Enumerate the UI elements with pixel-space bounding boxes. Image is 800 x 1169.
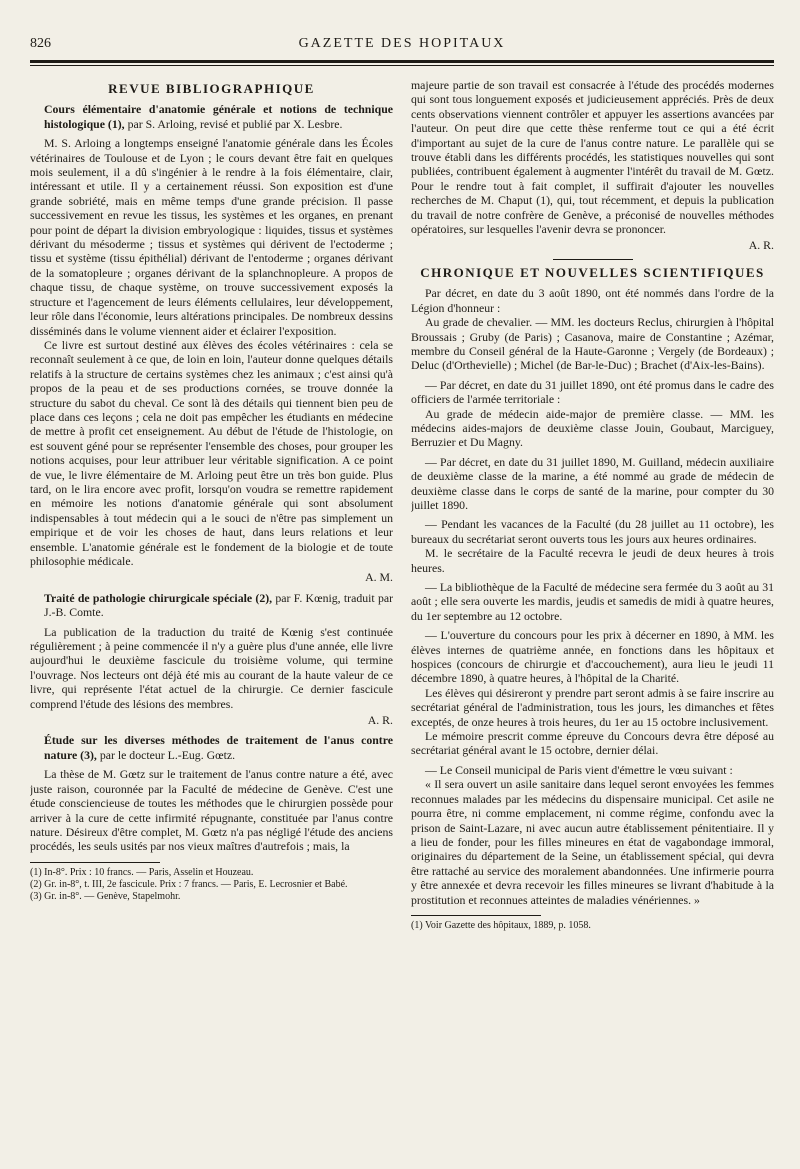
chronique-paragraph: Le mémoire prescrit comme épreuve du Concours devra être déposé au secrétariat général avant le 15 octobre, dernier délai.: [411, 729, 774, 758]
review3-signature: A. R.: [748, 238, 774, 253]
review1-signature: A. M.: [365, 570, 393, 585]
footnote-rule: [411, 915, 541, 916]
running-head: [30, 36, 774, 58]
review3-title: Étude sur les diverses méthodes de traitement de l'anus contre nature (3),: [44, 733, 393, 762]
left-column: [30, 78, 393, 932]
chronique-paragraph: — L'ouverture du concours pour les prix à décerner en 1890, à MM. les élèves internes de quatrième année, en fonctions dans les hôpitaux et hospices (concours de chirurgie et d'accouchement), aura lieu le jeudi 11 décembre 1890, à quatre heures, à l'hôpital de la Charité.: [411, 628, 774, 686]
review2-byline: par F. Kœnig, traduit par J.-B. Comte.: [44, 590, 393, 620]
header-rule-thin: [30, 65, 774, 66]
review3-paragraph-1: La thèse de M. Gœtz sur le traitement de l'anus contre nature a été, avec juste raison, couronnée par la Faculté de médecine de Genève. C'est une étude consciencieuse de toutes les méthodes que le chirurgien possède pour arriver à la cure de cette infirmité répugnante, constituée par l'anus contre nature. Désireux d'être complet, M. Gœtz n'a pas négligé l'étude des anciens procédés, les seuls usités par nos vieux maîtres d'autrefois ; mais, la: [30, 767, 393, 854]
review3-continuation: majeure partie de son travail est consacrée à l'étude des procédés modernes qui sont tous longuement exposés et judicieusement appréciés. Près de deux cents observations viennent contrôler et appuyer les assertions avancées par l'auteur. On peut dire que cette thèse renferme tout ce qui a été écrit d'important au sujet de la cure de l'anus contre nature. Le parallèle qui se trouve établi dans les différents procédés, les statistiques nouvelles qui sont publiées, contribuent également à augmenter l'intérêt du travail de M. Gœtz. Pour le rendre tout à fait complet, il suffirait d'ajouter les nouvelles recherches de M. Chaput (1), qui, tout récemment, et depuis la publication du travail de notre confrère de Genève, a préconisé de nouvelles méthodes opératoires, sur lesquelles l'avenir devra se prononcer.: [411, 78, 774, 237]
page-number: 826: [30, 36, 51, 51]
chronique-paragraph: « Il sera ouvert un asile sanitaire dans lequel seront envoyées les femmes reconnues malades par les médecins du dispensaire municipal. Cet asile ne pourra être, ni comme emplacement, ni comme régime, confondu avec la prison de Saint-Lazare, ni avec aucun autre établissement pénitentiaire. Il y a lieu de fonder, pour les filles mineures en état de vagabondage immoral, originaires du département de la Seine, un établissement spécial, qui devra être rattaché au service des moralement abandonnées. Une infirmerie pourra y être annexée et devra recevoir les filles mineures se livrant d'habitude à la prostitution et reconnues atteintes de maladies vénériennes. »: [411, 777, 774, 907]
review2-heading: [30, 591, 393, 620]
chronique-paragraph: M. le secrétaire de la Faculté recevra le jeudi de deux heures à trois heures.: [411, 546, 774, 575]
review1-paragraph-2: Ce livre est surtout destiné aux élèves des écoles vétérinaires : cela se reconnaît seulement à ce que, de loin en loin, l'auteur donne quelques détails relatifs à la structure de certains systèmes chez les animaux ; c'est ainsi qu'à propos de la peau et de ses productions cornées, se trouve donnée la structure du sabot du cheval. Ce sont là des détails qui tiennent bien peu de place dans ces leçons ; cela ne doit pas empêcher les étudiants en médecine de mettre à profit cet enseignement. Au début de l'étude de l'histologie, on est souvent géné pour se représenter l'ensemble des choses, pour grouper les notions acquises, pour leur attribuer leur véritable signification. A ce point de vue, le livre élémentaire de M. Arloing peut être un très bon guide. Plus tard, on le lira encore avec profit, lorsqu'on voudra se remettre rapidement en mémoire les notions d'anatomie générale qui sont absolument indispensables à tout médecin qui a le souci de n'être pas simplement un empirique et de voir les choses de haut, dans leurs relations et leur ensemble. L'anatomie générale est le fondement de la biologie et de toute philosophie médicale.: [30, 337, 393, 568]
chronique-paragraph: — Pendant les vacances de la Faculté (du 28 juillet au 11 octobre), les bureaux du secrétariat seront ouverts tous les jours aux heures ordinaires.: [411, 517, 774, 546]
journal-title: GAZETTE DES HOPITAUX: [298, 36, 506, 51]
chronique-paragraph: Les élèves qui désireront y prendre part seront admis à se faire inscrire au secrétariat général de l'administration, tous les jours, les dimanches et fêtes exceptés, de onze heures à trois heures, du 1er au 15 octobre inclusivement.: [411, 685, 774, 729]
header-rule-thick: [30, 60, 774, 63]
review2-title: Traité de pathologie chirurgicale spéciale (2),: [44, 590, 273, 605]
review2-signature: A. R.: [367, 713, 393, 728]
chronique-paragraph: — La bibliothèque de la Faculté de médecine sera fermée du 3 août au 31 août ; elle sera ouverte les mardis, jeudis et samedis de midi à quatre heures, du 1er septembre au 12 octobre.: [411, 580, 774, 623]
chronique-paragraph: Au grade de médecin aide-major de première classe. — MM. les médecins aides-majors de deuxième classe Jouin, Goubaut, Marciguey, Berruzier et Du Magny.: [411, 406, 774, 450]
chronique-paragraph: Au grade de chevalier. — MM. les docteurs Reclus, chirurgien à l'hôpital Broussais ; Gruby (de Paris) ; Casanova, maire de Constantine ; Azémar, membre du Conseil général de la Haute-Garonne ; Vergely (de Bordeaux) ; Deluc (d'Orthevielle) ; Michel (de Bar-le-Duc) ; Brachet (d'Aix-les-Bains).: [411, 315, 774, 373]
footnote-right-1: (1) Voir Gazette des hôpitaux, 1889, p. 1058.: [411, 919, 591, 931]
review3-heading: [30, 733, 393, 762]
review1-title: Cours élémentaire d'anatomie générale et notions de technique histologique (1),: [44, 102, 393, 131]
chronique-paragraph: Par décret, en date du 3 août 1890, ont été nommés dans l'ordre de la Légion d'honneur :: [411, 286, 774, 315]
review1-paragraph-1: M. S. Arloing a longtemps enseigné l'anatomie générale dans les Écoles vétérinaires de Toulouse et de Lyon ; le cours devant être fait en quelques mois seulement, il a dû s'ingénier à le rendre à la fois élémentaire, clair, intéressant et utile. Il y a certainement réussi. Son exposition est d'une grande sobriété, mais en même temps d'une grande précision. Il passe successivement en revue les tissus, les systèmes et les organes, en prenant pour point de départ la division embryologique : liquides, tissus et systèmes dérivant du mésoderme ; tissus et systèmes qui dérivent de l'ectoderme ; tissu et système (tissu épithélial) dérivant de l'entoderme ; organes dérivant de la somatopleure ; organes dérivant de la splanchnopleure. A propos de chaque tissu, de chaque système, on trouve successivement exposés la structure et l'agencement de leurs éléments cellulaires, leur développement, leur rôle dans l'économie, leurs altérations principales. De nombreux dessins disséminés dans le volume viennent aider et éclairer l'exposition.: [30, 136, 393, 338]
chronique-paragraph: — Le Conseil municipal de Paris vient d'émettre le vœu suivant :: [425, 762, 733, 777]
chronique-paragraph: — Par décret, en date du 31 juillet 1890, ont été promus dans le cadre des officiers de l'armée territoriale :: [411, 377, 774, 407]
section-title-chronique: CHRONIQUE ET NOUVELLES SCIENTIFIQUES: [420, 264, 765, 280]
footnote-2: (2) Gr. in-8°, t. III, 2e fascicule. Prix : 7 francs. — Paris, E. Lecrosnier et Babé.: [30, 878, 348, 890]
review1-heading: [30, 102, 393, 131]
right-column: [411, 78, 774, 932]
footnote-rule: [30, 862, 160, 863]
review1-byline: par S. Arloing, revisé et publié par X. Lesbre.: [124, 116, 343, 131]
chronique-paragraph: — Par décret, en date du 31 juillet 1890, M. Guilland, médecin auxiliaire de deuxième classe de la marine, a été nommé au grade de médecin de deuxième classe dans le corps de santé de la marine, pour compter du 30 juillet 1890.: [411, 454, 774, 512]
footnote-3: (3) Gr. in-8°. — Genève, Stapelmohr.: [30, 890, 181, 902]
footnote-1: (1) In-8°. Prix : 10 francs. — Paris, Asselin et Houzeau.: [30, 866, 254, 878]
section-title-revue: REVUE BIBLIOGRAPHIQUE: [108, 81, 315, 96]
review2-paragraph-1: La publication de la traduction du traité de Kœnig s'est continuée régulièrement ; à peine commencée il n'y a guère plus d'une année, elle livre aujourd'hui le deuxième fascicule du troisième volume, qui termine l'ouvrage. Nos lecteurs ont déjà été mis au courant de la haute valeur de ce livre, qui représente l'état actuel de la chirurgie. Ce dernier fascicule comprend l'étude des lésions des membres.: [30, 624, 393, 711]
section-separator: [553, 259, 633, 260]
columns: [30, 78, 774, 932]
review3-byline: par le docteur L.-Eug. Gœtz.: [96, 747, 236, 762]
